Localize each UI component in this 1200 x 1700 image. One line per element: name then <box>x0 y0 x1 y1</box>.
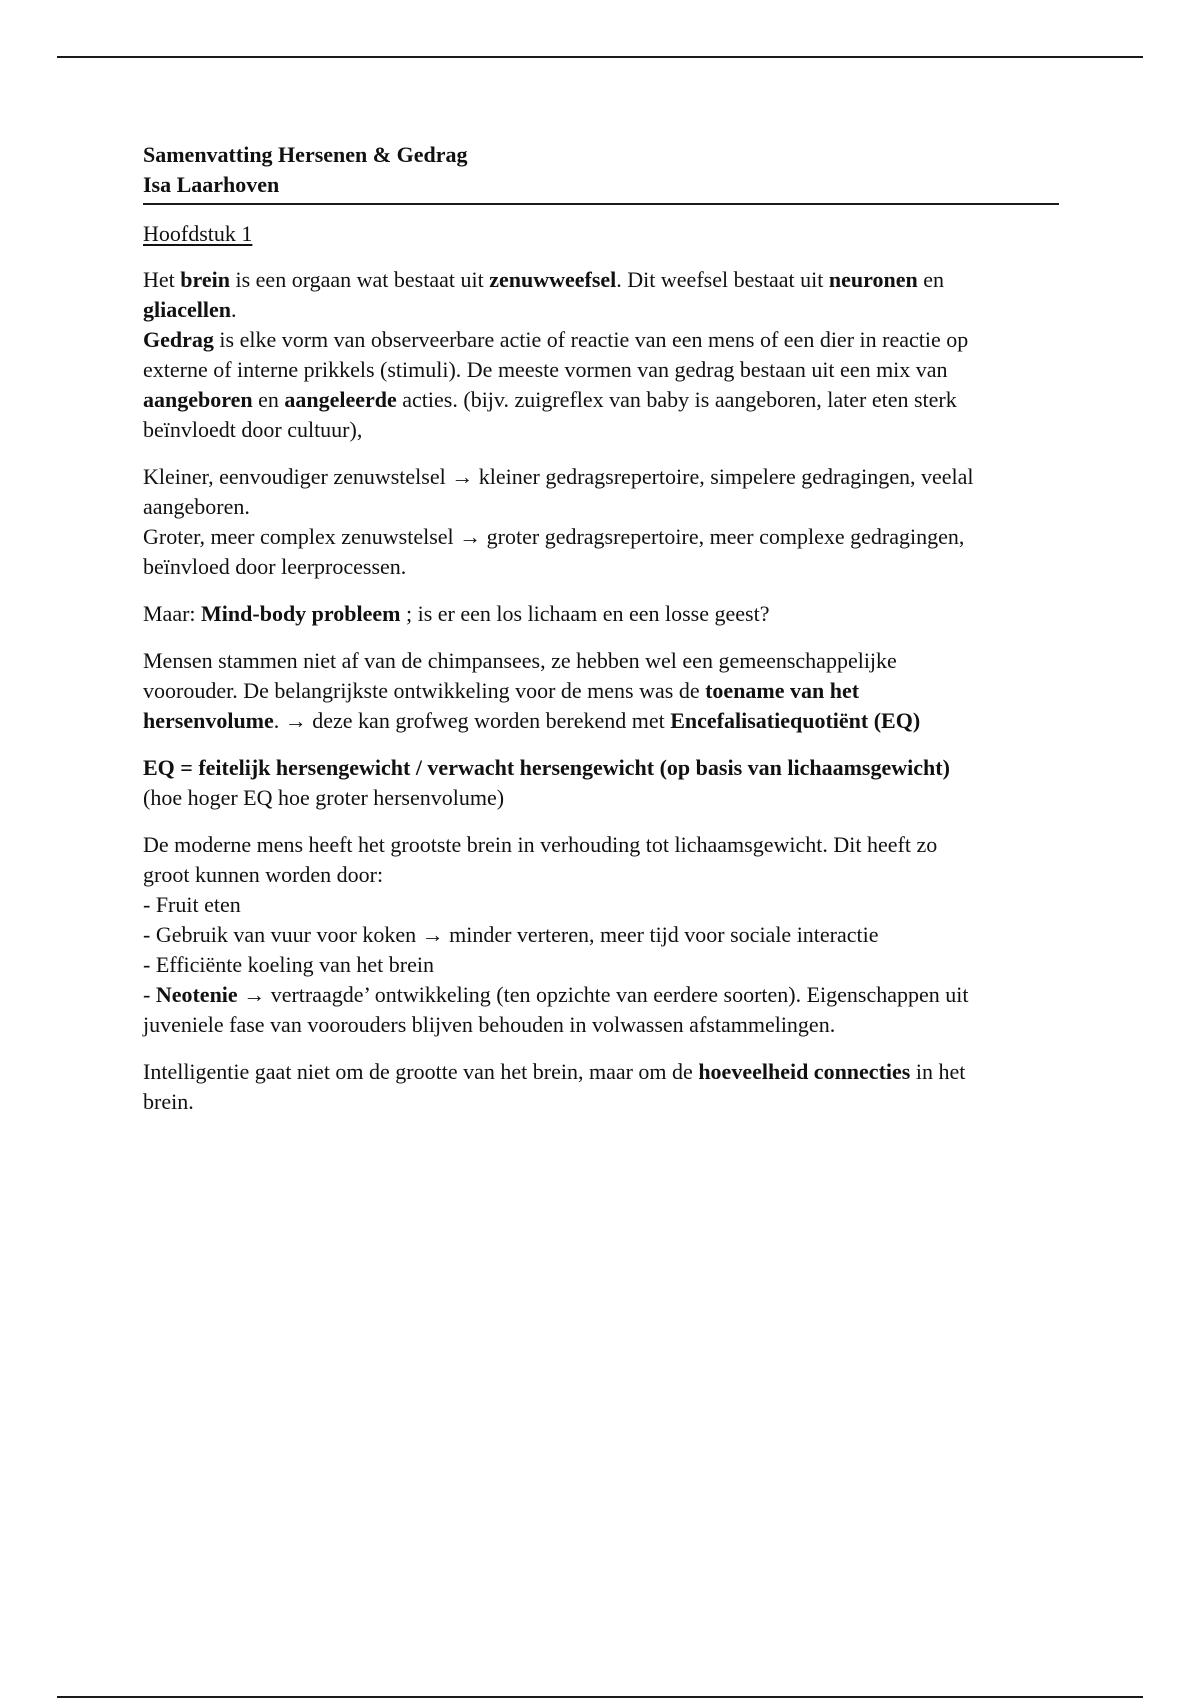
chapter-heading: Hoofdstuk 1 <box>143 221 253 246</box>
bold-term: Neotenie <box>155 982 238 1007</box>
eq-formula: EQ = feitelijk hersengewicht / verwacht hersengewicht (op basis van lichaamsgewicht) <box>143 755 950 780</box>
text-line: gliacellen. <box>143 297 237 322</box>
bold-term: Encefalisatiequotiënt (EQ) <box>670 708 921 733</box>
bold-term: aangeboren <box>143 387 253 412</box>
top-page-rule <box>57 56 1143 58</box>
arrow-icon: → <box>451 464 474 489</box>
paragraph-zenuwstelsel <box>143 462 1059 582</box>
document-header <box>143 140 1059 205</box>
text-line: beïnvloedt door cultuur), <box>143 417 363 442</box>
paragraph-brein <box>143 265 1059 445</box>
text-line: juveniele fase van voorouders blijven behouden in volwassen afstammelingen. <box>143 1012 836 1037</box>
bold-term: brein <box>180 267 230 292</box>
bold-term: zenuwweefsel <box>489 267 617 292</box>
list-item: - Efficiënte koeling van het brein <box>143 952 434 977</box>
text-line: groot kunnen worden door: <box>143 862 384 887</box>
text-line: De moderne mens heeft het grootste brein in verhouding tot lichaamsgewicht. Dit heeft zo <box>143 832 938 857</box>
paragraph-intelligentie <box>143 1057 1059 1117</box>
arrow-icon: → <box>284 708 307 733</box>
text-line: (hoe hoger EQ hoe groter hersenvolume) <box>143 785 505 810</box>
paragraph-mind-body <box>143 599 1059 629</box>
bold-term: aangeleerde <box>284 387 397 412</box>
text-line: voorouder. De belangrijkste ontwikkeling voor de mens was de toename van het <box>143 678 860 703</box>
paragraph-moderne-mens <box>143 830 1059 1040</box>
arrow-icon: → <box>459 524 482 549</box>
list-item: - Fruit eten <box>143 892 241 917</box>
list-item: - Gebruik van vuur voor koken → minder verteren, meer tijd voor sociale interactie <box>143 922 879 947</box>
text-line: aangeboren en aangeleerde acties. (bijv. zuigreflex van baby is aangeboren, later eten sterk <box>143 387 957 412</box>
bold-term: gliacellen <box>143 297 231 322</box>
text-line: externe of interne prikkels (stimuli). De meeste vormen van gedrag bestaan uit een mix van <box>143 357 948 382</box>
list-item: - Neotenie → vertraagde’ ontwikkeling (ten opzichte van eerdere soorten). Eigenschappen uit <box>143 982 969 1007</box>
arrow-icon: → <box>243 982 266 1007</box>
bold-term: neuronen <box>828 267 918 292</box>
bottom-page-rule <box>57 1696 1143 1698</box>
bold-term: hoeveelheid connecties <box>698 1059 911 1084</box>
text-line: Kleiner, eenvoudiger zenuwstelsel → kleiner gedragsrepertoire, simpelere gedragingen, veelal <box>143 464 974 489</box>
paragraph-eq-formula <box>143 753 1059 813</box>
bold-term: Gedrag <box>143 327 214 352</box>
text-line: Gedrag is elke vorm van observeerbare actie of reactie van een mens of een dier in reactie op <box>143 327 969 352</box>
document-title: Samenvatting Hersenen & Gedrag <box>143 142 468 167</box>
text-line: aangeboren. <box>143 494 250 519</box>
text-line: Groter, meer complex zenuwstelsel → groter gedragsrepertoire, meer complexe gedragingen, <box>143 524 965 549</box>
text-line: beïnvloed door leerprocessen. <box>143 554 407 579</box>
document-author: Isa Laarhoven <box>143 172 280 197</box>
bold-term: hersenvolume <box>143 708 274 733</box>
bold-term: Mind-body probleem <box>201 601 401 626</box>
text-line: Het brein is een orgaan wat bestaat uit zenuwweefsel. Dit weefsel bestaat uit neuronen en <box>143 267 945 292</box>
bold-term: toename van het <box>705 678 860 703</box>
text-line: hersenvolume. → deze kan grofweg worden berekend met Encefalisatiequotiënt (EQ) <box>143 708 921 733</box>
arrow-icon: → <box>421 922 444 947</box>
text-line: Intelligentie gaat niet om de grootte van het brein, maar om de hoeveelheid connecties in het <box>143 1059 966 1084</box>
text-line: Maar: Mind-body probleem ; is er een los lichaam en een losse geest? <box>143 601 770 626</box>
paragraph-evolutie <box>143 646 1059 736</box>
document-body <box>143 140 1059 1117</box>
text-line: Mensen stammen niet af van de chimpansees, ze hebben wel een gemeenschappelijke <box>143 648 897 673</box>
text-line: brein. <box>143 1089 194 1114</box>
